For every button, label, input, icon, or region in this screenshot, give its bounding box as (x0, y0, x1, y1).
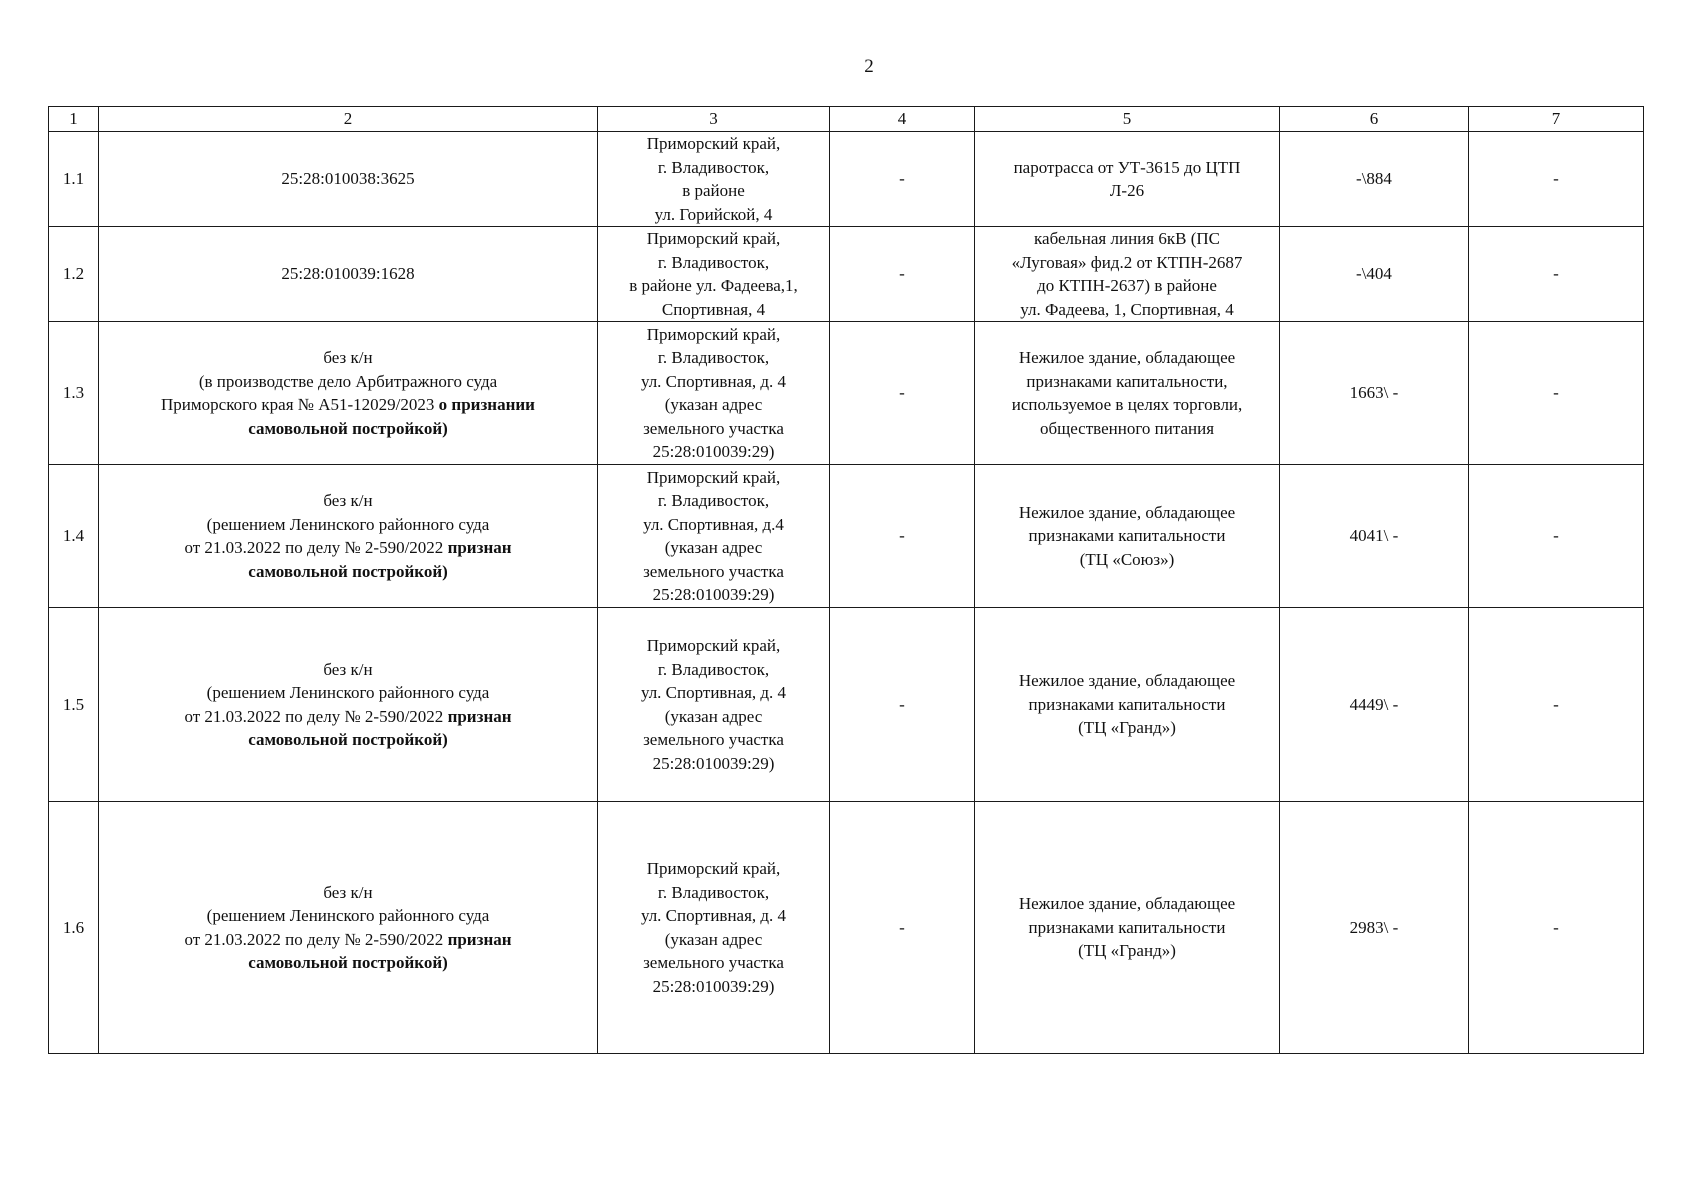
column-6-cell: -\884 (1280, 132, 1469, 227)
row-number-cell: 1.2 (49, 227, 99, 322)
description-cell (975, 227, 1280, 322)
column-header: 5 (975, 107, 1280, 132)
object-line: Приморского края № А51-12029/2023 о признании (161, 395, 535, 414)
address-cell (598, 608, 830, 802)
address-line: Приморский край, (646, 229, 781, 248)
object-line: самовольной постройкой) (248, 730, 448, 749)
address-line: Приморский край, (646, 134, 781, 153)
row-number-cell: 1.1 (49, 132, 99, 227)
description-cell (975, 608, 1280, 802)
row-number-cell: 1.6 (49, 802, 99, 1054)
address-line: Приморский край, (646, 467, 781, 487)
address-cell (598, 132, 830, 227)
object-line: без к/н (323, 348, 373, 367)
address-line: Приморский край, (646, 324, 781, 344)
object-line: без к/н (323, 882, 373, 902)
address-line: (указан адрес (664, 538, 763, 557)
description-line: общественного питания (1039, 418, 1215, 438)
column-6-cell: 4449\ - (1280, 608, 1469, 802)
column-6-cell: 2983\ - (1280, 802, 1469, 1054)
page-number: 2 (864, 56, 874, 77)
column-4-cell: - (830, 608, 975, 802)
description-line: (ТЦ «Гранд») (1078, 941, 1176, 961)
description-line: паротрасса от УТ-3615 до ЦТП (1013, 157, 1241, 177)
column-6-cell: -\404 (1280, 227, 1469, 322)
column-4-cell: - (830, 132, 975, 227)
column-header: 2 (99, 107, 598, 132)
column-7-cell: - (1469, 465, 1644, 608)
column-4-cell: - (830, 465, 975, 608)
column-7-cell: - (1469, 227, 1644, 322)
column-7-cell: - (1469, 322, 1644, 465)
object-line: самовольной постройкой) (248, 418, 448, 438)
address-line: Приморский край, (646, 636, 781, 655)
cadastral-number-cell (99, 465, 598, 608)
description-line: (ТЦ «Гранд») (1078, 718, 1176, 738)
description-line: Нежилое здание, обладающее (1018, 348, 1236, 367)
object-line: (решением Ленинского районного суда (206, 683, 490, 702)
address-cell (598, 465, 830, 608)
description-line: признаками капитальности (1028, 526, 1226, 546)
address-line: Приморский край, (646, 859, 781, 878)
object-line: (в производстве дело Арбитражного суда (198, 371, 498, 391)
address-line: г. Владивосток, (657, 659, 770, 679)
address-line: (указан адрес (664, 395, 763, 414)
address-line: (указан адрес (664, 929, 763, 949)
column-6-cell: 1663\ - (1280, 322, 1469, 465)
object-line: самовольной постройкой) (248, 561, 448, 581)
description-line: признаками капитальности, (1026, 371, 1228, 391)
table-row (49, 608, 1644, 802)
address-line: г. Владивосток, (657, 348, 770, 367)
cadastral-number-cell (99, 322, 598, 465)
address-line: в районе (682, 181, 745, 200)
description-line: Нежилое здание, обладающее (1018, 671, 1236, 691)
column-header: 7 (1469, 107, 1644, 132)
cadastral-number-cell (99, 802, 598, 1054)
column-number-header-row (49, 107, 1644, 132)
description-cell (975, 132, 1280, 227)
registry-table (48, 106, 1644, 1054)
description-line: до КТПН-2637) в районе (1037, 276, 1217, 295)
description-line: Л-26 (1109, 181, 1145, 200)
column-7-cell: - (1469, 608, 1644, 802)
address-line: земельного участка (643, 730, 784, 749)
table-row (49, 802, 1644, 1054)
description-line: признаками капитальности (1028, 917, 1226, 937)
description-line: ул. Фадеева, 1, Спортивная, 4 (1020, 299, 1234, 319)
column-7-cell: - (1469, 802, 1644, 1054)
address-line: ул. Горийской, 4 (654, 204, 773, 224)
address-line: г. Владивосток, (657, 252, 770, 272)
column-6-cell: 4041\ - (1280, 465, 1469, 608)
object-line: без к/н (323, 659, 373, 679)
address-cell (598, 227, 830, 322)
cadastral-number-cell (99, 608, 598, 802)
address-line: (указан адрес (664, 706, 763, 726)
table-row (49, 227, 1644, 322)
object-line: от 21.03.2022 по делу № 2-590/2022 признан (184, 706, 512, 726)
description-line: Нежилое здание, обладающее (1018, 502, 1236, 522)
address-cell (598, 802, 830, 1054)
row-number-cell: 1.3 (49, 322, 99, 465)
description-cell (975, 465, 1280, 608)
address-line: земельного участка (643, 953, 784, 972)
table-row (49, 132, 1644, 227)
address-line: г. Владивосток, (657, 491, 770, 510)
object-line: от 21.03.2022 по делу № 2-590/2022 признан (184, 538, 512, 557)
cadastral-number-cell: 25:28:010038:3625 (99, 132, 598, 227)
table-row (49, 322, 1644, 465)
table-row (49, 465, 1644, 608)
row-number-cell: 1.4 (49, 465, 99, 608)
address-line: ул. Спортивная, д. 4 (640, 371, 787, 391)
address-line: 25:28:010039:29) (652, 753, 775, 773)
address-line: ул. Спортивная, д. 4 (640, 906, 787, 925)
description-line: (ТЦ «Союз») (1079, 549, 1175, 569)
address-line: в районе ул. Фадеева,1, (629, 276, 798, 295)
column-7-cell: - (1469, 132, 1644, 227)
address-line: земельного участка (643, 561, 784, 581)
column-header: 1 (49, 107, 99, 132)
object-line: самовольной постройкой) (248, 953, 448, 972)
description-line: «Луговая» фид.2 от КТПН-2687 (1011, 252, 1243, 272)
row-number-cell: 1.5 (49, 608, 99, 802)
column-header: 6 (1280, 107, 1469, 132)
address-line: ул. Спортивная, д. 4 (640, 683, 787, 702)
column-4-cell: - (830, 802, 975, 1054)
address-line: земельного участка (643, 418, 784, 438)
description-cell (975, 802, 1280, 1054)
column-header: 4 (830, 107, 975, 132)
column-4-cell: - (830, 227, 975, 322)
address-line: 25:28:010039:29) (652, 976, 775, 996)
cadastral-number-cell: 25:28:010039:1628 (99, 227, 598, 322)
description-cell (975, 322, 1280, 465)
column-header: 3 (598, 107, 830, 132)
object-line: без к/н (323, 491, 373, 510)
description-line: кабельная линия 6кВ (ПС (1034, 229, 1220, 248)
address-line: Спортивная, 4 (661, 299, 766, 319)
object-line: от 21.03.2022 по делу № 2-590/2022 признан (184, 929, 512, 949)
column-4-cell: - (830, 322, 975, 465)
description-line: используемое в целях торговли, (1011, 395, 1243, 414)
address-cell (598, 322, 830, 465)
address-line: г. Владивосток, (657, 882, 770, 902)
address-line: г. Владивосток, (657, 157, 770, 177)
address-line: 25:28:010039:29) (652, 442, 775, 461)
object-line: (решением Ленинского районного суда (206, 906, 490, 925)
address-line: 25:28:010039:29) (652, 585, 775, 604)
object-line: (решением Ленинского районного суда (206, 514, 490, 534)
address-line: ул. Спортивная, д.4 (643, 514, 784, 534)
description-line: Нежилое здание, обладающее (1018, 894, 1236, 914)
description-line: признаками капитальности (1028, 694, 1226, 714)
